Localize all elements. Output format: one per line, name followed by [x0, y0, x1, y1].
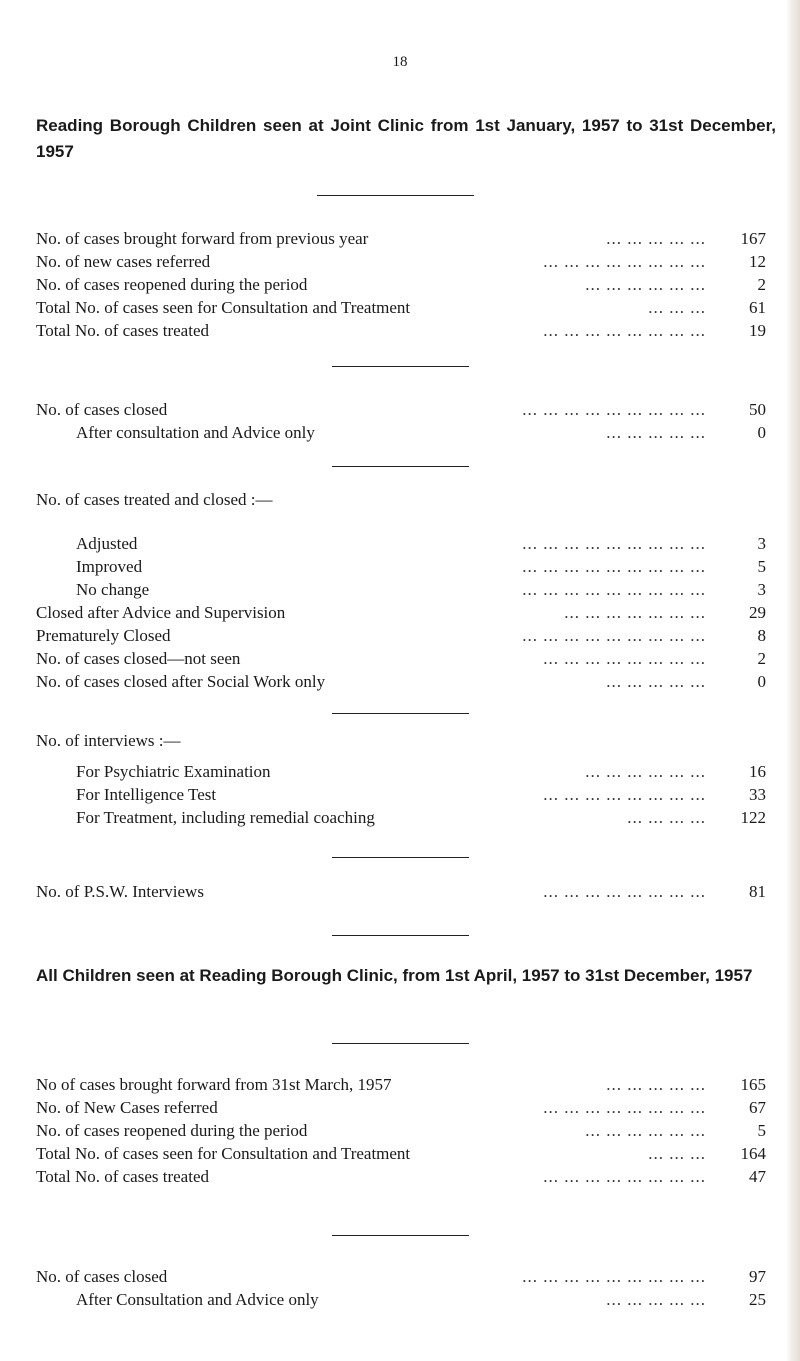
leader-dots: ... ... ... ... ... ...	[585, 1121, 706, 1140]
stat-row	[36, 250, 766, 274]
stat-value: 0	[757, 672, 766, 691]
leader-dots: ... ... ... ... ... ... ... ... ...	[522, 557, 706, 576]
stat-row	[36, 398, 766, 422]
stat-row	[36, 783, 766, 807]
stat-label: No. of cases closed—not seen	[36, 649, 241, 668]
leader-dots: ... ... ... ... ...	[606, 1075, 706, 1094]
stat-value: 2	[757, 649, 766, 668]
subheading	[36, 488, 766, 512]
stat-row	[36, 227, 766, 251]
stat-label: No. of cases reopened during the period	[36, 1121, 308, 1140]
stat-row	[36, 760, 766, 784]
leader-dots: ... ... ... ... ... ... ... ...	[543, 321, 706, 340]
stat-row	[36, 1165, 766, 1189]
stat-row	[36, 1265, 766, 1289]
stat-value: 167	[740, 229, 766, 248]
stat-label: For Intelligence Test	[76, 785, 217, 804]
leader-dots: ... ... ... ... ...	[606, 672, 706, 691]
stat-label: Prematurely Closed	[36, 626, 171, 645]
leader-dots: ... ... ... ... ... ...	[585, 762, 706, 781]
stat-row	[36, 296, 766, 320]
divider	[332, 366, 469, 367]
stat-value: 5	[757, 557, 766, 576]
leader-dots: ... ... ... ... ... ... ... ...	[543, 882, 706, 901]
stat-value: 29	[749, 603, 766, 622]
stat-row	[36, 578, 766, 602]
leader-dots: ... ... ...	[648, 1144, 706, 1163]
stat-value: 61	[749, 298, 766, 317]
stat-row	[36, 319, 766, 343]
stat-row	[36, 806, 766, 830]
stat-value: 33	[749, 785, 766, 804]
stat-row	[36, 624, 766, 648]
stat-row	[36, 421, 766, 445]
leader-dots: ... ... ... ...	[627, 808, 706, 827]
stat-row	[36, 273, 766, 297]
stat-label: Improved	[76, 557, 143, 576]
stat-row	[36, 1119, 766, 1143]
stat-value: 67	[749, 1098, 766, 1117]
divider	[332, 935, 469, 936]
stat-value: 8	[757, 626, 766, 645]
leader-dots: ... ... ... ... ...	[606, 1290, 706, 1309]
stat-label: No. of cases brought forward from previous year	[36, 229, 369, 248]
leader-dots: ... ... ... ... ... ... ... ...	[543, 785, 706, 804]
stat-value: 5	[757, 1121, 766, 1140]
stat-label: No. of P.S.W. Interviews	[36, 882, 204, 901]
subheading-label: No. of cases treated and closed :—	[36, 490, 273, 509]
stat-value: 50	[749, 400, 766, 419]
leader-dots: ... ... ... ... ... ...	[585, 275, 706, 294]
stat-label: No. of cases closed	[36, 400, 168, 419]
stat-value: 97	[749, 1267, 766, 1286]
stat-label: No. of cases closed	[36, 1267, 168, 1286]
stat-value: 3	[757, 580, 766, 599]
stat-row	[36, 601, 766, 625]
leader-dots: ... ... ... ... ... ... ... ...	[543, 649, 706, 668]
stat-label: After Consultation and Advice only	[76, 1290, 319, 1309]
divider	[332, 713, 469, 714]
stat-value: 81	[749, 882, 766, 901]
leader-dots: ... ... ... ... ... ... ... ... ...	[522, 626, 706, 645]
subheading-label: No. of interviews :—	[36, 731, 181, 750]
stat-row	[36, 880, 766, 904]
stat-label: Total No. of cases treated	[36, 321, 209, 340]
divider	[317, 195, 474, 196]
stat-value: 165	[740, 1075, 766, 1094]
stat-row	[36, 1073, 766, 1097]
page-number: 18	[392, 54, 408, 70]
stat-row	[36, 1142, 766, 1166]
stat-value: 25	[749, 1290, 766, 1309]
divider	[332, 466, 469, 467]
leader-dots: ... ... ... ... ... ... ... ...	[543, 252, 706, 271]
leader-dots: ... ... ... ... ... ... ...	[564, 603, 706, 622]
stat-label: Closed after Advice and Supervision	[36, 603, 286, 622]
section2-title: All Children seen at Reading Borough Clinic, from 1st April, 1957 to 31st December, 1957	[36, 966, 753, 985]
stat-label: No. of cases closed after Social Work only	[36, 672, 326, 691]
leader-dots: ... ... ... ... ... ... ... ... ...	[522, 400, 706, 419]
stat-row	[36, 670, 766, 694]
stat-row	[36, 555, 766, 579]
stat-label: No. of New Cases referred	[36, 1098, 218, 1117]
divider	[332, 1043, 469, 1044]
stat-value: 47	[749, 1167, 766, 1186]
stat-row	[36, 1096, 766, 1120]
stat-label: Total No. of cases seen for Consultation and Treatment	[36, 298, 411, 317]
stat-label: For Treatment, including remedial coaching	[76, 808, 375, 827]
leader-dots: ... ... ... ... ... ... ... ...	[543, 1167, 706, 1186]
stat-label: For Psychiatric Examination	[76, 762, 271, 781]
leader-dots: ... ... ... ... ...	[606, 423, 706, 442]
stat-value: 19	[749, 321, 766, 340]
page-edge-shadow	[786, 0, 800, 1361]
leader-dots: ... ... ... ... ... ... ... ...	[543, 1098, 706, 1117]
stat-row	[36, 647, 766, 671]
stat-value: 2	[757, 275, 766, 294]
divider	[332, 1235, 469, 1236]
leader-dots: ... ... ... ... ...	[606, 229, 706, 248]
leader-dots: ... ... ... ... ... ... ... ... ...	[522, 580, 706, 599]
stat-row	[36, 1288, 766, 1312]
stat-label: Total No. of cases seen for Consultation and Treatment	[36, 1144, 411, 1163]
stat-value: 16	[749, 762, 766, 781]
stat-row	[36, 532, 766, 556]
stat-label: No of cases brought forward from 31st March, 1957	[36, 1075, 392, 1094]
stat-label: No. of new cases referred	[36, 252, 211, 271]
section1-title: Reading Borough Children seen at Joint Clinic from 1st January, 1957 to 31st December, 1957	[36, 116, 776, 161]
stat-label: Adjusted	[76, 534, 138, 553]
leader-dots: ... ... ... ... ... ... ... ... ...	[522, 534, 706, 553]
stat-value: 3	[757, 534, 766, 553]
stat-value: 122	[740, 808, 766, 827]
stat-label: Total No. of cases treated	[36, 1167, 209, 1186]
leader-dots: ... ... ...	[648, 298, 706, 317]
stat-value: 12	[749, 252, 766, 271]
leader-dots: ... ... ... ... ... ... ... ... ...	[522, 1267, 706, 1286]
stat-label: After consultation and Advice only	[76, 423, 315, 442]
stat-value: 164	[740, 1144, 766, 1163]
stat-label: No change	[76, 580, 150, 599]
subheading	[36, 729, 766, 753]
stat-label: No. of cases reopened during the period	[36, 275, 308, 294]
stat-value: 0	[757, 423, 766, 442]
divider	[332, 857, 469, 858]
